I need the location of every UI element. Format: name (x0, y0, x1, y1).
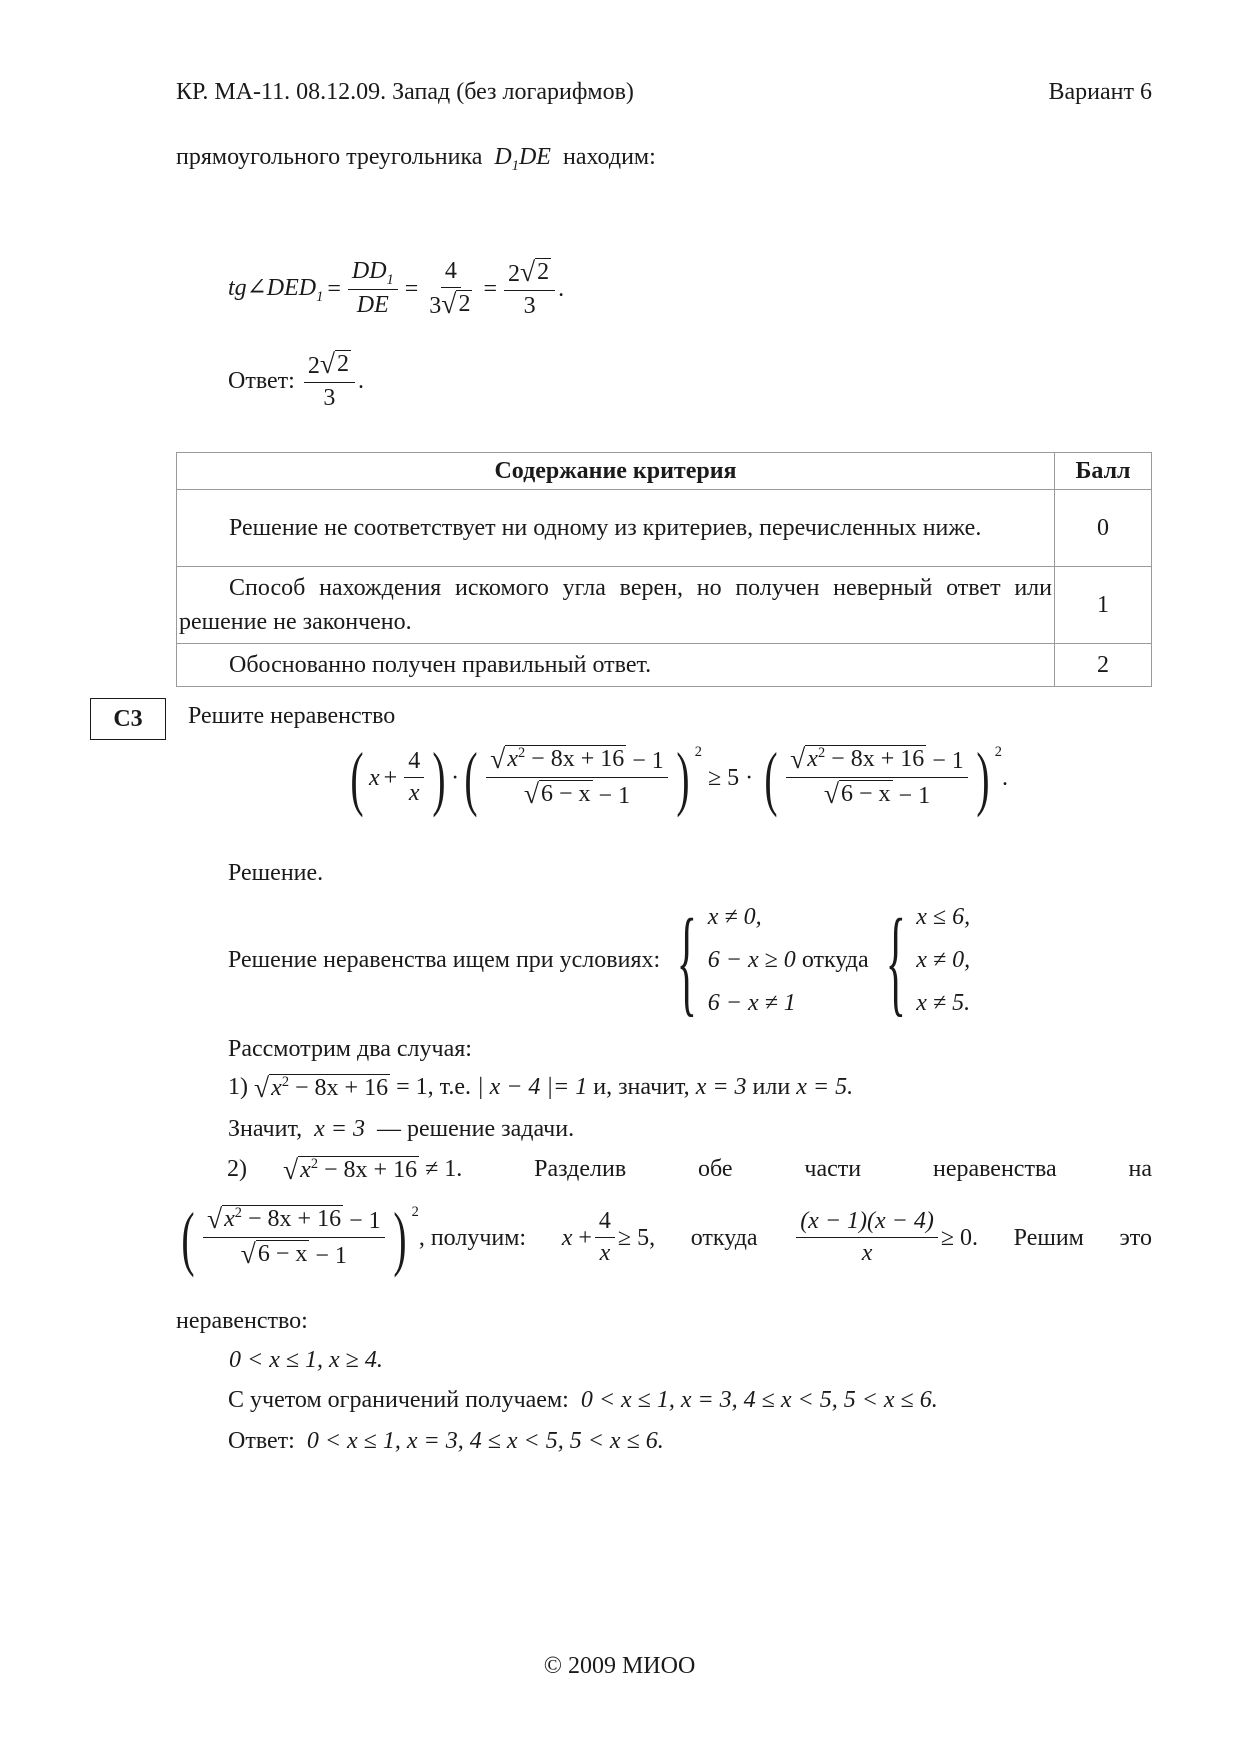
eq-sign: = (483, 275, 497, 302)
tg-lhs: $tg\angle DED_1$ (228, 274, 324, 305)
intro-line (176, 144, 656, 175)
system-1: { x ≠ 0, 6 − x ≥ 0 6 − x ≠ 1 (676, 893, 796, 1027)
criteria-row (177, 644, 1152, 687)
final-answer: Ответ: 0 < x ≤ 1, x = 3, 4 ≤ x < 5, 5 < x ≤ 6. (228, 1428, 664, 1454)
criteria-row (177, 490, 1152, 567)
case-2-division-line: ( √ $x^2 - 8x + 16$ − 1 √ 6 − x − 1 ) $^2$ , получим: x + $\frac{4}{x}$ ≥ 5, откуда $\frac{(x - 1)(x - 4)}{x}$ ≥ 0. Решим это (181, 1198, 1152, 1278)
fraction-dd1-de: $\frac{DD_1}{DE}$ (348, 258, 398, 320)
inequality-word: неравенство: (176, 1308, 308, 1334)
footer-copyright: © 2009 МИОО (543, 1653, 696, 1679)
triangle-name: $D_1DE$ (494, 144, 551, 174)
task-label-c3: C3 (90, 698, 166, 740)
criteria-text: Способ нахождения искомого угла верен, но получен неверный ответ или решение не закончено. (177, 567, 1055, 644)
whence-word: откуда (801, 947, 869, 973)
criteria-row (177, 567, 1152, 644)
main-inequality: ( x + $\frac{4}{x}$ ) · ( √ $x^2 - 8x + 16$ − 1 √ 6 − x − 1 ) $^2$ ≥ 5 · ( √ $x^2 - 8x + 16$ − 1 √ 6 − x − 1 ) $^2$ . (350, 738, 1008, 818)
eq-sign: = (404, 275, 419, 302)
constraints-line: С учетом ограничений получаем: 0 < x ≤ 1, x = 3, 4 ≤ x < 5, 5 < x ≤ 6. (228, 1387, 938, 1413)
criteria-header-score: Балл (1055, 453, 1152, 490)
two-cases: Рассмотрим два случая: (228, 1036, 472, 1062)
case-2-result: 0 < x ≤ 1, x ≥ 4. (229, 1347, 383, 1373)
criteria-score: 1 (1055, 567, 1152, 644)
criteria-score: 0 (1055, 490, 1152, 567)
answer-1-label: Ответ: (228, 367, 295, 394)
criteria-header-row (177, 453, 1152, 490)
criteria-header-content: Содержание критерия (177, 453, 1055, 490)
fraction-4-3sqrt2: 4 3 √ 2 (429, 258, 471, 319)
header-left: КР. МА-11. 08.12.09. Запад (без логарифмов) (176, 79, 634, 105)
tg-formula: $tg\angle DED_1$ = $\frac{DD_1}{DE}$ = 4 3 √ 2 = 2 √ 2 3 . (228, 256, 565, 319)
criteria-text: Решение не соответствует ни одному из критериев, перечисленных ниже. (177, 490, 1055, 567)
ineq-fraction-right: √ $x^2 - 8x + 16$ − 1 √ 6 − x − 1 (786, 745, 968, 810)
ineq-fraction-left: √ $x^2 - 8x + 16$ − 1 √ 6 − x − 1 (486, 745, 668, 810)
criteria-table (176, 452, 1152, 687)
case-1-line: 1) √ $x^2 - 8x + 16$ = 1, т.е. | x − 4 |= 1 и, значит, x = 3 или x = 5. (228, 1072, 854, 1103)
conditions-line (228, 893, 971, 1027)
intro-text: прямоугольного треугольника (176, 144, 483, 170)
criteria-score: 2 (1055, 644, 1152, 687)
fraction-2sqrt2-3: 2 √ 2 3 (504, 258, 555, 320)
case-1-conclusion: Значит, x = 3 — решение задачи. (228, 1116, 575, 1142)
conditions-text: Решение неравенства ищем при условиях: (228, 947, 661, 973)
task-statement: Решите неравенство (188, 703, 396, 729)
answer-1: Ответ: 2 √ 2 3 . (228, 348, 364, 411)
eq-sign: = (327, 275, 341, 302)
answer-1-fraction: 2 √ 2 3 (304, 350, 355, 412)
solution-label: Решение. (228, 860, 324, 886)
criteria-text: Обоснованно получен правильный ответ. (177, 644, 1055, 687)
intro-tail: находим: (562, 144, 656, 170)
header-right: Вариант 6 (1048, 79, 1152, 105)
system-2: { x ≤ 6, x ≠ 0, x ≠ 5. (885, 893, 971, 1027)
case-2-line: 2) √ $x^2 - 8x + 16$ ≠ 1. Разделив обе части неравенства на (227, 1154, 1152, 1185)
